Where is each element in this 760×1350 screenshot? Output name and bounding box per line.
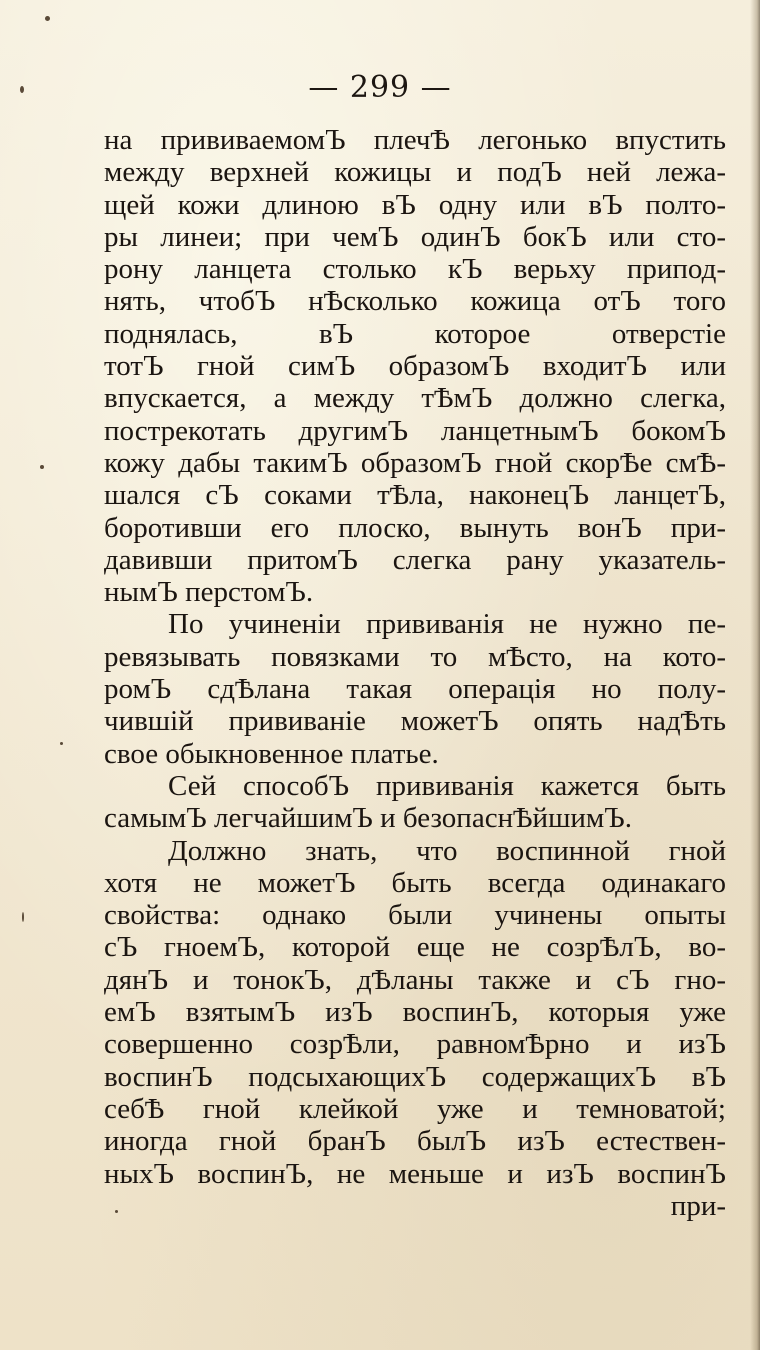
- text-line: самымЪ легчайшимЪ и безопаснѢйшимЪ.: [104, 802, 632, 835]
- text-line: на прививаемомЪ плечѢ легонько впустить: [104, 124, 726, 156]
- text-line: хотя не можетЪ быть всегда одинакаго: [104, 866, 726, 899]
- text-line: себѢ гной клейкой уже и темноватой;: [104, 1092, 726, 1125]
- text-line: нымЪ перстомЪ.: [104, 576, 314, 609]
- text-line: дянЪ и тонокЪ, дѢланы также и сЪ гно-: [104, 963, 726, 996]
- text-line: ры линеи; при чемЪ одинЪ бокЪ или сто-: [104, 220, 726, 253]
- text-line: Должно знать, что воспинной гной: [168, 834, 726, 867]
- text-line: свойства: однако были учинены опыты: [104, 899, 726, 932]
- text-line: Сей способЪ прививанія кажется быть: [168, 769, 726, 802]
- text-line: щей кожи длиною вЪ одну или вЪ полто-: [104, 188, 726, 221]
- text-line: ревязывать повязками то мѢсто, на кото-: [104, 640, 726, 673]
- text-line: шался сЪ соками тѢла, наконецЪ ланцетЪ,: [104, 479, 726, 512]
- page-edge-shadow: [750, 0, 760, 1350]
- text-line: боротивши его плоско, вынуть вонЪ при-: [104, 511, 726, 544]
- body-text: [104, 124, 726, 1222]
- page-number: — 299 —: [308, 70, 452, 105]
- text-line: поднялась, вЪ которое отверстіе: [104, 317, 726, 350]
- text-line: рону ланцета столько кЪ верьху припод-: [104, 253, 726, 286]
- text-line: свое обыкновенное платье.: [104, 737, 439, 770]
- catchword: при-: [670, 1189, 726, 1222]
- text-line: пострекотать другимЪ ланцетнымЪ бокомЪ: [104, 414, 726, 447]
- text-line: давивши притомЪ слегка рану указатель-: [104, 543, 726, 576]
- text-line: нять, чтобЪ нѢсколько кожица отЪ того: [104, 285, 726, 318]
- text-line: впускается, а между тѢмЪ должно слегка,: [104, 382, 726, 415]
- text-line: сЪ гноемЪ, которой еще не созрѢлЪ, во-: [104, 931, 726, 964]
- text-line: иногда гной бранЪ былЪ изЪ естествен-: [104, 1125, 726, 1158]
- text-line: По учиненіи прививанія не нужно пе-: [168, 608, 726, 641]
- text-line: чившій прививаніе можетЪ опять надѢть: [104, 705, 726, 738]
- text-line: ныхЪ воспинЪ, не меньше и изЪ воспинЪ: [104, 1157, 726, 1190]
- text-line: совершенно созрѢли, равномѢрно и изЪ: [104, 1028, 726, 1061]
- text-line: кожу дабы такимЪ образомЪ гной скорѢе смѢ-: [104, 446, 726, 479]
- text-line: ромЪ сдѢлана такая операція но полу-: [104, 673, 726, 706]
- text-line: емЪ взятымЪ изЪ воспинЪ, которыя уже: [104, 996, 726, 1029]
- text-line: воспинЪ подсыхающихЪ содержащихЪ вЪ: [104, 1060, 726, 1093]
- text-line: между верхней кожицы и подЪ ней лежа-: [104, 156, 726, 189]
- text-line: тотЪ гной симЪ образомЪ входитЪ или: [104, 350, 726, 383]
